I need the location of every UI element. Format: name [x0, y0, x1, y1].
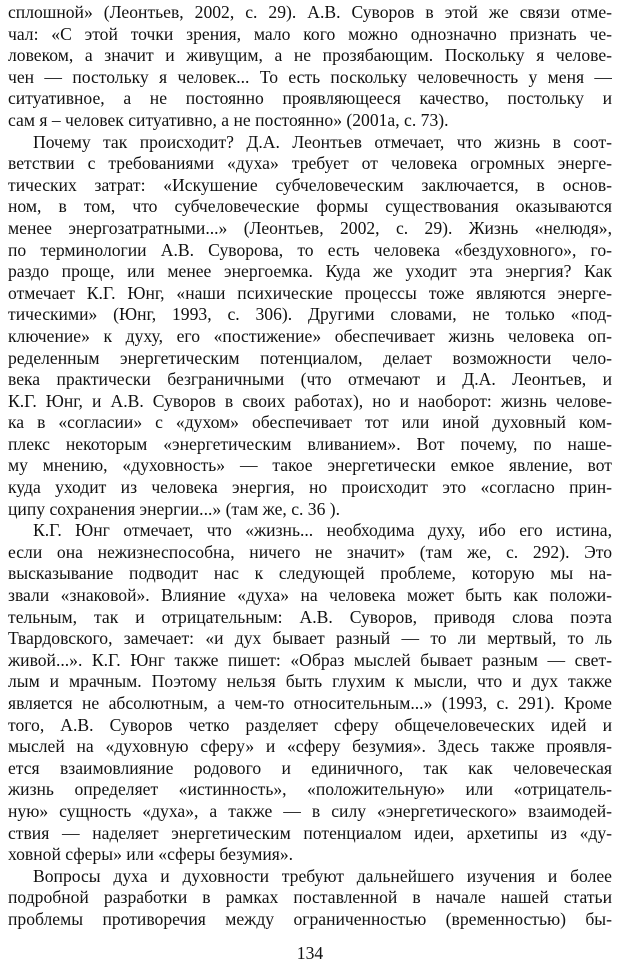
text-line: ка в «согласии» с «духом» обеспечивает тот или иной духовный ком- [8, 412, 612, 433]
text-line: тических затрат: «Искушение субчеловеческим заключается, в основ- [8, 174, 612, 195]
text-line: Твардовского, замечает: «и дух бывает разный — то ли мертвый, то ль [8, 628, 612, 649]
text-line: ситуативное, а не постоянно проявляющееся качество, постольку и [8, 88, 612, 109]
text-line: ключение» к духу, его «постижение» обеспечивает жизнь человека оп- [8, 325, 612, 346]
text-line: Почему так происходит? Д.А. Леонтьев отмечает, что жизнь в соот- [33, 131, 612, 152]
text-line: лым и мрачным. Поэтому нельзя быть глухим к мысли, что и дух также [8, 671, 612, 692]
text-line: чал: «С этой точки зрения, мало кого можно однозначно признать че- [8, 23, 612, 44]
text-line: звали «знаковой». Влияние «духа» на человека может быть как положи- [8, 585, 612, 606]
text-line: высказывание подводит нас к следующей проблеме, которую мы на- [8, 563, 612, 584]
text-line: века практически безграничными (что отмечают и Д.А. Леонтьев, и [8, 369, 612, 390]
text-line: по терминологии А.В. Суворова, то есть человека «бездуховного», го- [8, 239, 612, 260]
text-line: ределенным энергетическим потенциалом, делает возможности чело- [8, 347, 612, 368]
text-line: ципу сохранения энергии...» (там же, с. 36 ). [8, 498, 341, 519]
text-line: ловеком, а значит и живущим, а не прозябающим. Поскольку я челове- [8, 45, 612, 66]
text-line: ном, в том, что субчеловеческие формы существования оказываются [8, 196, 612, 217]
text-line: менее энергозатратными...» (Леонтьев, 2002, с. 29). Жизнь «нелюдя», [8, 217, 612, 238]
text-line: му мнению, «духовность» — такое энергетически емкое явление, вот [8, 455, 612, 476]
text-line: отмечает К.Г. Юнг, «наши психические процессы тоже являются энерге- [8, 282, 612, 303]
text-line: проблемы противоречия между ограниченностью (временностью) бы- [8, 908, 612, 929]
text-line: ховной сферы» или «сферы безумия». [8, 844, 294, 865]
text-line: если она нежизнеспособна, ничего не значит» (там же, с. 292). Это [8, 541, 612, 562]
text-line: куда уходит из человека энергия, но происходит это «согласно прин- [8, 477, 612, 498]
text-line: подробной разработки в рамках поставленной в начале нашей статьи [8, 887, 612, 908]
text-line: раздо проще, или менее энергоемка. Куда же уходит эта энергия? Как [8, 261, 612, 282]
text-line: ветствии с требованиями «духа» требует от человека огромных энерге- [8, 153, 612, 174]
text-line: ствия — наделяет энергетическим потенциалом идеи, архетипы из «ду- [8, 822, 612, 843]
text-line: Вопросы духа и духовности требуют дальнейшего изучения и более [33, 865, 612, 886]
text-line: сам я – человек ситуативно, а не постоянно» (2001a, с. 73). [8, 109, 449, 130]
text-line: сплошной» (Леонтьев, 2002, с. 29). А.В. Суворов в этой же связи отме- [8, 2, 612, 22]
text-line: плекс некоторым «энергетическим вливанием». Вот почему, по нашe- [8, 433, 612, 454]
text-line: того, А.В. Суворов четко разделяет сферу общечеловеческих идей и [8, 714, 612, 735]
body-text [8, 2, 612, 931]
text-line: тическими» (Юнг, 1993, с. 306). Другими словами, не только «под- [8, 304, 612, 325]
text-line: К.Г. Юнг отмечает, что «жизнь... необходима духу, ибо его истина, [33, 520, 612, 541]
text-line: К.Г. Юнг, и А.В. Суворов в своих работах), но и наоборот: жизнь челове- [8, 390, 612, 411]
text-line: ную» сущность «духа», а также — в силу «энергетического» взаимодей- [8, 800, 612, 821]
text-line: является не абсолютным, а чем-то относительным...» (1993, с. 291). Кроме [8, 693, 612, 713]
page-number: 134 [296, 943, 324, 963]
text-line: живой...». К.Г. Юнг также пишет: «Образ мыслей бывает разным — свет- [8, 649, 612, 670]
text-line: чен — постольку я человек... То есть поскольку человечность у меня — [8, 66, 612, 87]
text-line: мыслей на «духовную сферу» и «сферу безумия». Здесь также проявля- [8, 736, 612, 757]
text-line: тельным, так и отрицательным: А.В. Суворов, приводя слова поэта [8, 606, 612, 627]
text-line: ется взаимовлияние родового и единичного, так как человеческая [8, 757, 612, 778]
text-line: жизнь определяет «истинность», «положительную» или «отрицатель- [8, 779, 612, 800]
